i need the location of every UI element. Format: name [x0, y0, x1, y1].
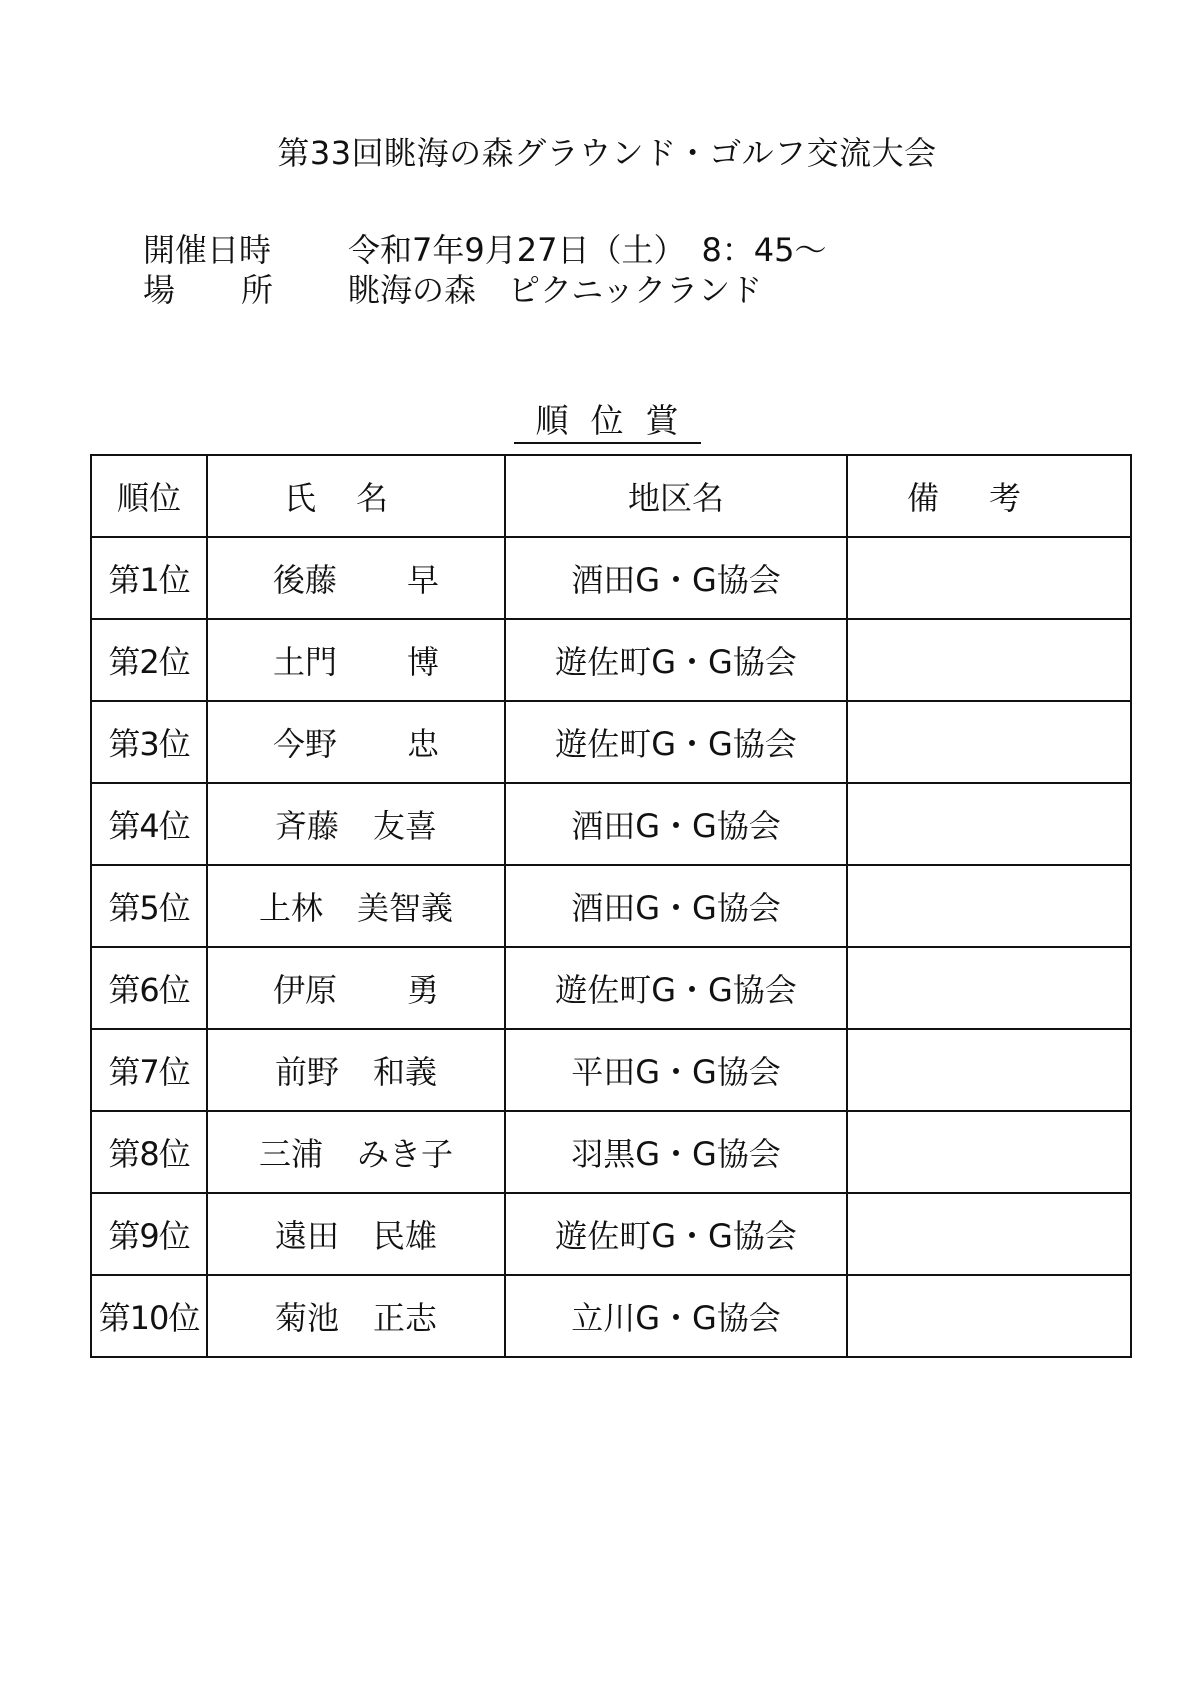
surname: 上林 — [258, 889, 323, 927]
given-name: 友喜 — [373, 807, 438, 845]
area-cell: 遊佐町G・G協会 — [505, 701, 847, 783]
name-cell — [207, 947, 505, 1029]
area-cell: 羽黒G・G協会 — [505, 1111, 847, 1193]
date-value: 令和7年9月27日（土） 8：45～ — [348, 231, 827, 269]
ranking-body — [91, 537, 1131, 1357]
name-cell — [207, 865, 505, 947]
name-cell — [207, 783, 505, 865]
surname: 前野 — [274, 1053, 339, 1091]
rank-cell: 第1位 — [91, 537, 207, 619]
rank-cell: 第9位 — [91, 1193, 207, 1275]
place-row — [143, 265, 762, 311]
note-cell — [847, 701, 1131, 783]
section-heading-text: 順位賞 — [514, 401, 701, 444]
header-name: 氏名 — [207, 455, 505, 537]
surname: 遠田 — [274, 1217, 339, 1255]
area-cell: 立川G・G協会 — [505, 1275, 847, 1357]
table-row — [91, 947, 1131, 1029]
surname: 土門 — [272, 643, 337, 681]
table-row — [91, 619, 1131, 701]
rank-cell: 第6位 — [91, 947, 207, 1029]
area-cell: 遊佐町G・G協会 — [505, 1193, 847, 1275]
header-rank: 順位 — [91, 455, 207, 537]
note-cell — [847, 865, 1131, 947]
name-cell — [207, 701, 505, 783]
given-name: 和義 — [373, 1053, 438, 1091]
note-cell — [847, 619, 1131, 701]
given-name: 忠 — [407, 725, 440, 763]
note-cell — [847, 1193, 1131, 1275]
area-cell: 酒田G・G協会 — [505, 537, 847, 619]
surname: 今野 — [272, 725, 337, 763]
section-heading — [0, 395, 1200, 442]
table-header-row — [91, 455, 1131, 537]
surname: 三浦 — [258, 1135, 323, 1173]
name-cell — [207, 537, 505, 619]
surname: 斉藤 — [274, 807, 339, 845]
given-name: 博 — [407, 643, 440, 681]
given-name: 勇 — [407, 971, 440, 1009]
note-cell — [847, 537, 1131, 619]
table-row — [91, 865, 1131, 947]
name-cell — [207, 1111, 505, 1193]
table-row — [91, 1275, 1131, 1357]
given-name: 正志 — [373, 1299, 438, 1337]
area-cell: 酒田G・G協会 — [505, 865, 847, 947]
area-cell: 遊佐町G・G協会 — [505, 947, 847, 1029]
given-name: 美智義 — [357, 889, 454, 927]
table-row — [91, 1193, 1131, 1275]
table-row — [91, 701, 1131, 783]
area-cell: 酒田G・G協会 — [505, 783, 847, 865]
surname: 伊原 — [272, 971, 337, 1009]
surname: 後藤 — [272, 561, 337, 599]
rank-cell: 第10位 — [91, 1275, 207, 1357]
rank-cell: 第8位 — [91, 1111, 207, 1193]
document-title: 第33回眺海の森グラウンド・ゴルフ交流大会 — [277, 134, 937, 172]
rank-cell: 第7位 — [91, 1029, 207, 1111]
note-cell — [847, 1275, 1131, 1357]
surname: 菊池 — [274, 1299, 339, 1337]
place-value: 眺海の森 ピクニックランド — [348, 271, 763, 309]
note-cell — [847, 947, 1131, 1029]
rank-cell: 第2位 — [91, 619, 207, 701]
area-cell: 平田G・G協会 — [505, 1029, 847, 1111]
given-name: 早 — [407, 561, 440, 599]
header-note: 備考 — [847, 455, 1131, 537]
header-area: 地区名 — [505, 455, 847, 537]
table-row — [91, 783, 1131, 865]
rank-cell: 第5位 — [91, 865, 207, 947]
table-row — [91, 1029, 1131, 1111]
note-cell — [847, 1029, 1131, 1111]
ranking-table — [90, 454, 1132, 1358]
name-cell — [207, 1275, 505, 1357]
given-name: 民雄 — [373, 1217, 438, 1255]
rank-cell: 第4位 — [91, 783, 207, 865]
table-row — [91, 537, 1131, 619]
note-cell — [847, 783, 1131, 865]
area-cell: 遊佐町G・G協会 — [505, 619, 847, 701]
name-cell — [207, 1029, 505, 1111]
place-label: 場所 — [143, 271, 340, 309]
name-cell — [207, 1193, 505, 1275]
table-row — [91, 1111, 1131, 1193]
given-name: みき子 — [357, 1135, 454, 1173]
note-cell — [847, 1111, 1131, 1193]
name-cell — [207, 619, 505, 701]
date-label: 開催日時 — [143, 231, 272, 269]
rank-cell: 第3位 — [91, 701, 207, 783]
